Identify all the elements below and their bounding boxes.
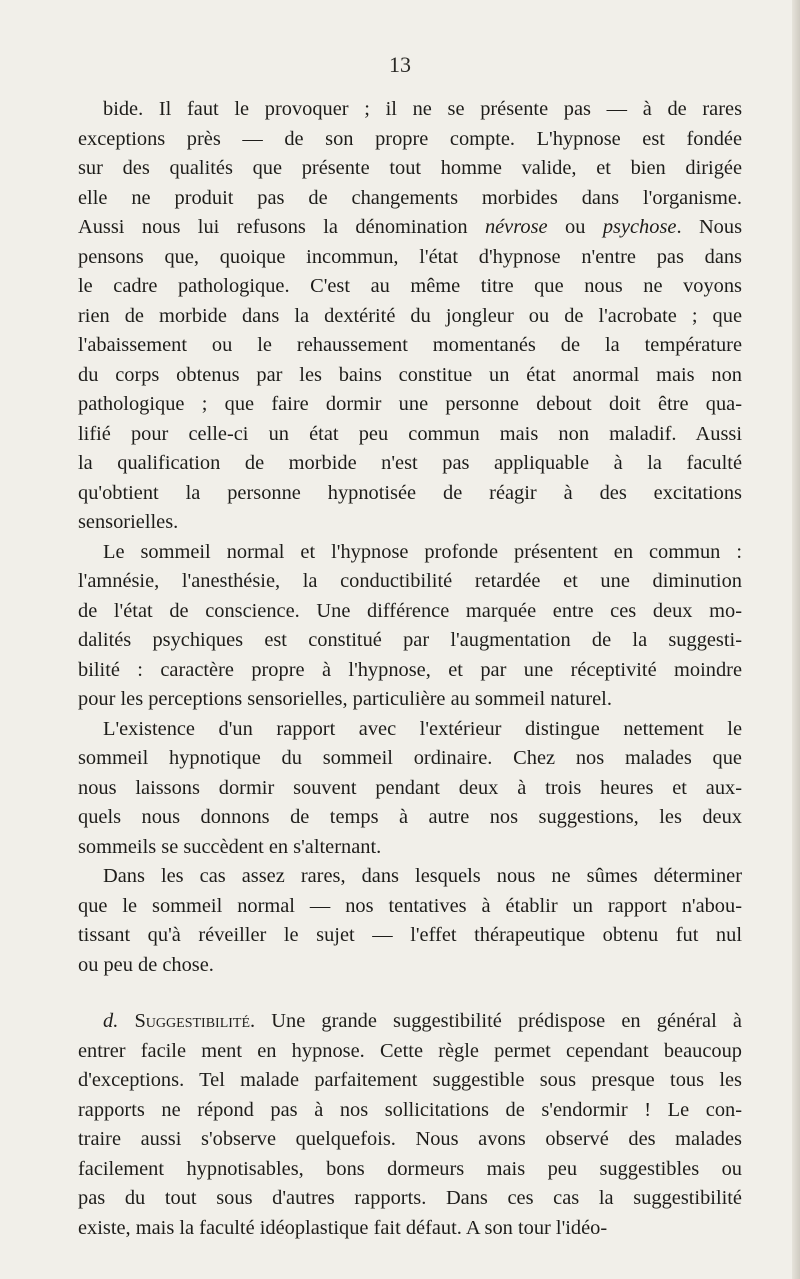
text-line: traire aussi s'observe quelquefois. Nous avons observé des malades [78, 1128, 742, 1150]
text-line: sommeil hypnotique du sommeil ordinaire. Chez nos malades que [78, 747, 742, 769]
paragraph-5-suggestibilite [78, 1007, 742, 1243]
text-line: quels nous donnons de temps à autre nos suggestions, les deux [78, 806, 742, 828]
text-line: Dans les cas assez rares, dans lesquels nous ne sûmes déterminer [103, 865, 742, 887]
section-title: Suggestibilité. [134, 1010, 256, 1032]
text-line: Aussi nous lui refusons la dénomination névrose ou psychose. Nous [78, 216, 743, 238]
text-line: ou peu de chose. [78, 953, 214, 976]
text-line: L'existence d'un rapport avec l'extérieur distingue nettement le [103, 717, 742, 740]
text-line: de l'état de conscience. Une différence marquée entre ces deux mo- [78, 599, 742, 622]
text-line: entrer facile ment en hypnose. Cette règle permet cependant beaucoup [78, 1039, 742, 1062]
text-line: le cadre pathologique. C'est au même titre que nous ne voyons [78, 275, 742, 297]
text-line: exceptions près — de son propre compte. L'hypnose est fondée [78, 127, 742, 150]
text-line: qu'obtient la personne hypnotisée de réagir à des excitations [78, 481, 742, 504]
paragraph-2 [78, 538, 742, 715]
text-line: pour les perceptions sensorielles, particulière au sommeil naturel. [78, 688, 612, 710]
paragraph-4 [78, 862, 742, 980]
text-line: du corps obtenus par les bains constitue un état anormal mais non [78, 363, 742, 386]
text-line: rapports ne répond pas à nos sollicitations de s'endormir ! Le con- [78, 1098, 742, 1121]
text-line: sommeils se succèdent en s'alternant. [78, 835, 382, 858]
text-line: facilement hypnotisables, bons dormeurs mais peu suggestibles ou [78, 1157, 742, 1180]
italic-term: névrose [484, 216, 548, 238]
paragraph-3 [78, 715, 742, 863]
text-line: bide. Il faut le provoquer ; il ne se présente pas — à de rares [103, 98, 742, 120]
text-line: sensorielles. [78, 511, 179, 533]
paragraph-1 [78, 95, 742, 538]
text-line: dalités psychiques est constitué par l'augmentation de la suggesti- [78, 629, 742, 651]
text-line: la qualification de morbide n'est pas appliquable à la faculté [78, 452, 742, 474]
italic-term: psychose [602, 216, 677, 238]
text-line: pensons que, quoique incommun, l'état d'hypnose n'entre pas dans [78, 245, 742, 268]
text-line: l'amnésie, l'anesthésie, la conductibilité retardée et une diminution [78, 570, 742, 592]
section-label: d. [103, 1010, 119, 1032]
text-line: sur des qualités que présente tout homme valide, et bien dirigée [78, 157, 742, 179]
text-line: Le sommeil normal et l'hypnose profonde présentent en commun : [103, 540, 742, 563]
text-line: tissant qu'à réveiller le sujet — l'effet thérapeutique obtenu fut nul [78, 924, 742, 946]
text-line: l'abaissement ou le rehaussement momentanés de la température [78, 334, 742, 356]
text-line: lifié pour celle-ci un état peu commun mais non maladif. Aussi [78, 422, 742, 445]
body-text [78, 95, 742, 1243]
text-line: elle ne produit pas de changements morbides dans l'organisme. [78, 186, 742, 209]
text-line [78, 1007, 742, 1037]
text-line: d'exceptions. Tel malade parfaitement suggestible sous presque tous les [78, 1069, 742, 1091]
page-edge-shadow [792, 0, 800, 1279]
text-line: pathologique ; que faire dormir une personne debout doit être qua- [78, 393, 742, 415]
text-line: existe, mais la faculté idéoplastique fait défaut. A son tour l'idéo- [78, 1216, 608, 1239]
text-line-rest: Une grande suggestibilité prédispose en général à [255, 1010, 742, 1032]
page-number: 13 [389, 52, 411, 77]
text-line: nous laissons dormir souvent pendant deux à trois heures et aux- [78, 776, 742, 799]
text-line: bilité : caractère propre à l'hypnose, et par une réceptivité moindre [78, 658, 742, 681]
text-line: rien de morbide dans la dextérité du jongleur ou de l'acrobate ; que [78, 304, 742, 327]
text-line: pas du tout sous d'autres rapports. Dans ces cas la suggestibilité [78, 1187, 742, 1209]
text-line: que le sommeil normal — nos tentatives à établir un rapport n'abou- [78, 894, 742, 917]
section-gap [78, 980, 742, 1007]
